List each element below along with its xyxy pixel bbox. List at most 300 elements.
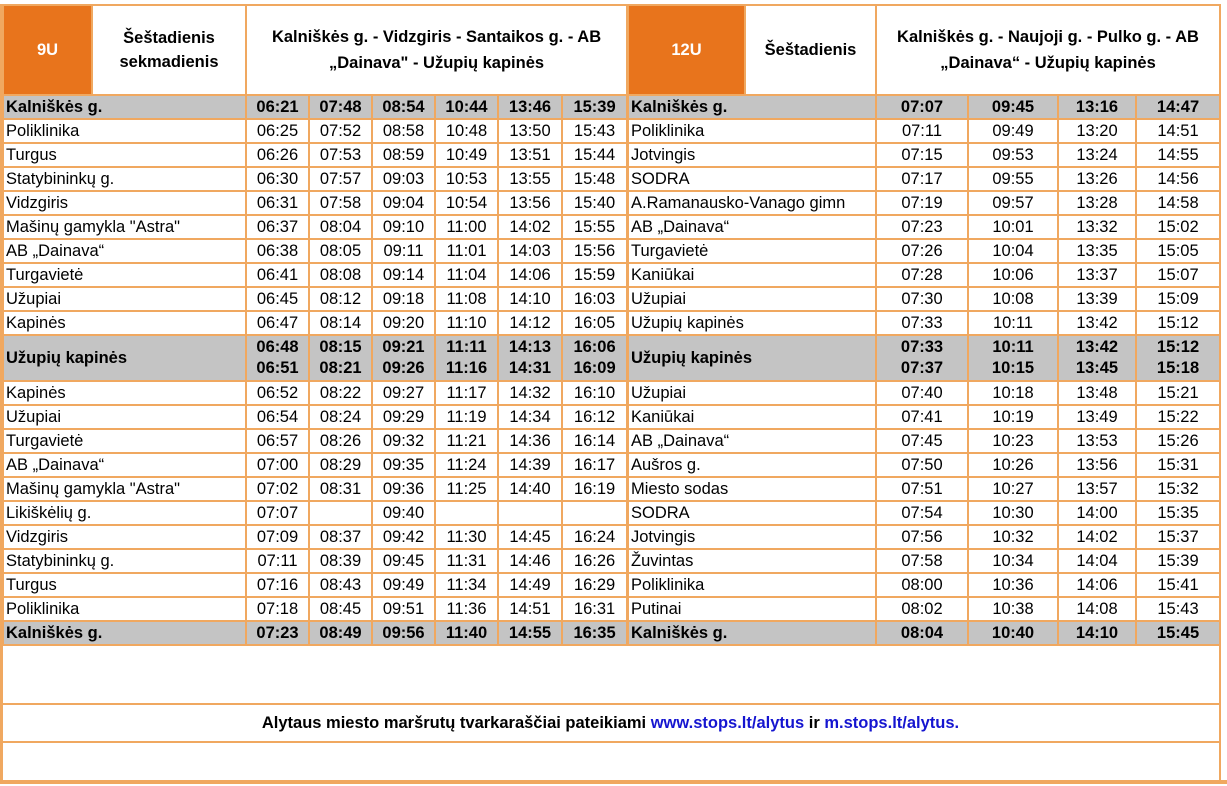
departure-time: 08:12 — [309, 287, 372, 311]
stop-name: Poliklinika — [3, 119, 246, 143]
departure-time: 14:31 — [508, 359, 552, 377]
arrival-time: 06:48 — [256, 338, 299, 356]
departure-time — [309, 335, 372, 381]
departure-time: 15:09 — [1136, 287, 1220, 311]
departure-time: 10:01 — [968, 215, 1058, 239]
departure-time: 08:14 — [309, 311, 372, 335]
departure-time: 07:50 — [876, 453, 968, 477]
departure-time: 08:31 — [309, 477, 372, 501]
departure-time: 07:28 — [876, 263, 968, 287]
departure-time: 10:23 — [968, 429, 1058, 453]
stop-row — [628, 549, 1220, 573]
departure-time: 15:43 — [562, 119, 627, 143]
departure-time: 15:02 — [1136, 215, 1220, 239]
departure-time: 06:45 — [246, 287, 309, 311]
stop-row — [628, 405, 1220, 429]
departure-time: 08:54 — [372, 95, 435, 119]
departure-time: 09:53 — [968, 143, 1058, 167]
departure-time: 15:44 — [562, 143, 627, 167]
departure-time: 16:10 — [562, 381, 627, 405]
departure-time: 08:04 — [309, 215, 372, 239]
departure-time: 09:20 — [372, 311, 435, 335]
departure-time: 09:11 — [372, 239, 435, 263]
arrival-time: 15:12 — [1156, 338, 1200, 356]
departure-time: 10:19 — [968, 405, 1058, 429]
departure-time: 06:57 — [246, 429, 309, 453]
stop-row — [3, 597, 627, 621]
stop-name: Kalniškės g. — [628, 621, 876, 645]
departure-time: 09:18 — [372, 287, 435, 311]
departure-time — [246, 335, 309, 381]
stop-row — [628, 597, 1220, 621]
departure-time: 09:04 — [372, 191, 435, 215]
route-number-9u: 9U — [3, 5, 92, 95]
departure-time: 14:46 — [498, 549, 562, 573]
stop-row — [628, 311, 1220, 335]
stop-name: Turgavietė — [628, 239, 876, 263]
departure-time: 13:56 — [498, 191, 562, 215]
departure-time: 16:03 — [562, 287, 627, 311]
stops-link[interactable]: www.stops.lt/alytus — [650, 714, 805, 732]
departure-time: 13:57 — [1058, 477, 1136, 501]
departure-time: 07:26 — [876, 239, 968, 263]
departure-time: 06:51 — [256, 359, 299, 377]
departure-time: 13:46 — [498, 95, 562, 119]
stop-name: Putinai — [628, 597, 876, 621]
departure-time: 14:39 — [498, 453, 562, 477]
departure-time: 15:32 — [1136, 477, 1220, 501]
stop-name: Kaniūkai — [628, 263, 876, 287]
stop-name: Miesto sodas — [628, 477, 876, 501]
departure-time: 06:38 — [246, 239, 309, 263]
departure-time: 11:16 — [445, 359, 488, 377]
departure-time: 08:00 — [876, 573, 968, 597]
stop-row — [3, 287, 627, 311]
departure-time — [435, 335, 498, 381]
stop-row — [3, 453, 627, 477]
departure-time: 11:30 — [435, 525, 498, 549]
departure-time: 10:08 — [968, 287, 1058, 311]
departure-time: 11:04 — [435, 263, 498, 287]
departure-time: 10:53 — [435, 167, 498, 191]
stop-row — [628, 287, 1220, 311]
stop-row — [628, 167, 1220, 191]
departure-time: 15:39 — [1136, 549, 1220, 573]
departure-time: 13:24 — [1058, 143, 1136, 167]
departure-time: 08:29 — [309, 453, 372, 477]
bottom-stripe — [0, 780, 1227, 784]
departure-time: 13:51 — [498, 143, 562, 167]
departure-time: 10:40 — [968, 621, 1058, 645]
departure-time: 11:25 — [435, 477, 498, 501]
departure-time — [562, 335, 627, 381]
departure-time: 09:49 — [968, 119, 1058, 143]
arrival-time: 07:33 — [900, 338, 944, 356]
departure-time: 08:05 — [309, 239, 372, 263]
stop-row — [3, 573, 627, 597]
stop-name: Kalniškės g. — [3, 621, 246, 645]
stop-row — [3, 311, 627, 335]
departure-time: 14:02 — [498, 215, 562, 239]
departure-time: 11:21 — [435, 429, 498, 453]
departure-time: 06:41 — [246, 263, 309, 287]
departure-time: 11:24 — [435, 453, 498, 477]
route-day-label: Šeštadienis sekmadienis — [92, 5, 246, 95]
departure-time: 10:15 — [991, 359, 1035, 377]
departure-time: 10:49 — [435, 143, 498, 167]
departure-time: 08:49 — [309, 621, 372, 645]
arrival-time: 09:21 — [382, 338, 425, 356]
stop-row — [3, 525, 627, 549]
departure-time: 14:10 — [498, 287, 562, 311]
stop-name: Kapinės — [3, 311, 246, 335]
departure-time: 11:31 — [435, 549, 498, 573]
route-9u-table — [2, 4, 628, 646]
stop-name: Kapinės — [3, 381, 246, 405]
departure-time: 07:19 — [876, 191, 968, 215]
departure-time: 15:21 — [1136, 381, 1220, 405]
departure-time: 15:05 — [1136, 239, 1220, 263]
departure-time: 16:19 — [562, 477, 627, 501]
departure-time: 09:45 — [968, 95, 1058, 119]
departure-time: 09:45 — [372, 549, 435, 573]
departure-time: 15:59 — [562, 263, 627, 287]
departure-time: 14:12 — [498, 311, 562, 335]
departure-time: 13:42 — [1058, 311, 1136, 335]
departure-time: 09:49 — [372, 573, 435, 597]
stop-row — [3, 239, 627, 263]
departure-time: 15:56 — [562, 239, 627, 263]
departure-time: 13:48 — [1058, 381, 1136, 405]
departure-time: 08:08 — [309, 263, 372, 287]
departure-time: 13:37 — [1058, 263, 1136, 287]
departure-time: 06:54 — [246, 405, 309, 429]
departure-time: 14:04 — [1058, 549, 1136, 573]
departure-time: 09:26 — [382, 359, 425, 377]
departure-time: 14:00 — [1058, 501, 1136, 525]
departure-time: 06:21 — [246, 95, 309, 119]
departure-time: 13:16 — [1058, 95, 1136, 119]
stop-name: Užupiai — [628, 287, 876, 311]
departure-time: 15:37 — [1136, 525, 1220, 549]
departure-time: 13:20 — [1058, 119, 1136, 143]
departure-time: 07:17 — [876, 167, 968, 191]
departure-time: 09:29 — [372, 405, 435, 429]
stop-row — [628, 263, 1220, 287]
stop-row — [628, 573, 1220, 597]
departure-time: 11:00 — [435, 215, 498, 239]
arrival-time: 11:11 — [446, 338, 487, 356]
stop-row — [3, 405, 627, 429]
departure-time: 09:57 — [968, 191, 1058, 215]
stop-row — [3, 215, 627, 239]
departure-time: 06:37 — [246, 215, 309, 239]
departure-time: 09:56 — [372, 621, 435, 645]
departure-time: 15:39 — [562, 95, 627, 119]
stop-name: Statybininkų g. — [3, 167, 246, 191]
departure-time: 07:23 — [876, 215, 968, 239]
departure-time — [968, 335, 1058, 381]
departure-time: 16:35 — [562, 621, 627, 645]
departure-time — [309, 501, 372, 525]
departure-time: 07:15 — [876, 143, 968, 167]
stop-row — [628, 119, 1220, 143]
departure-time: 07:52 — [309, 119, 372, 143]
stop-name: Vidzgiris — [3, 191, 246, 215]
stop-row — [628, 381, 1220, 405]
stop-row — [628, 453, 1220, 477]
departure-time: 07:09 — [246, 525, 309, 549]
stop-row — [628, 525, 1220, 549]
departure-time: 15:35 — [1136, 501, 1220, 525]
stop-name: Likiškėlių g. — [3, 501, 246, 525]
arrival-time: 14:13 — [508, 338, 552, 356]
departure-time: 11:36 — [435, 597, 498, 621]
departure-time: 09:03 — [372, 167, 435, 191]
departure-time: 13:49 — [1058, 405, 1136, 429]
departure-time: 14:49 — [498, 573, 562, 597]
departure-time: 08:39 — [309, 549, 372, 573]
departure-time: 07:40 — [876, 381, 968, 405]
stop-row — [628, 191, 1220, 215]
departure-time — [372, 335, 435, 381]
stop-name: Kalniškės g. — [628, 95, 876, 119]
departure-time: 08:45 — [309, 597, 372, 621]
departure-time: 15:12 — [1136, 311, 1220, 335]
departure-time: 07:58 — [876, 549, 968, 573]
stop-row — [628, 501, 1220, 525]
departure-time: 13:32 — [1058, 215, 1136, 239]
stop-name: Poliklinika — [628, 573, 876, 597]
departure-time: 14:10 — [1058, 621, 1136, 645]
departure-time: 10:04 — [968, 239, 1058, 263]
stop-row — [628, 95, 1220, 119]
stop-name: Kalniškės g. — [3, 95, 246, 119]
departure-time: 14:32 — [498, 381, 562, 405]
stop-name: Užupių kapinės — [628, 335, 876, 381]
departure-time: 16:05 — [562, 311, 627, 335]
departure-time: 07:58 — [309, 191, 372, 215]
departure-time — [876, 335, 968, 381]
departure-time: 09:35 — [372, 453, 435, 477]
departure-time: 08:22 — [309, 381, 372, 405]
departure-time: 14:51 — [498, 597, 562, 621]
stop-name: Turgavietė — [3, 429, 246, 453]
departure-time: 16:24 — [562, 525, 627, 549]
stop-row — [3, 549, 627, 573]
departure-time: 15:55 — [562, 215, 627, 239]
departure-time: 10:44 — [435, 95, 498, 119]
stop-name: Turgavietė — [3, 263, 246, 287]
stop-name: Turgus — [3, 143, 246, 167]
departure-time: 07:57 — [309, 167, 372, 191]
stop-name: Poliklinika — [3, 597, 246, 621]
departure-time: 15:43 — [1136, 597, 1220, 621]
stop-row — [3, 501, 627, 525]
stop-name: Statybininkų g. — [3, 549, 246, 573]
departure-time: 11:34 — [435, 573, 498, 597]
departure-time: 11:01 — [435, 239, 498, 263]
departure-time: 09:10 — [372, 215, 435, 239]
departure-time: 08:58 — [372, 119, 435, 143]
departure-time: 07:48 — [309, 95, 372, 119]
stop-name: AB „Dainava“ — [628, 429, 876, 453]
departure-time: 15:40 — [562, 191, 627, 215]
departure-time: 15:41 — [1136, 573, 1220, 597]
departure-time: 10:48 — [435, 119, 498, 143]
departure-time: 13:55 — [498, 167, 562, 191]
departure-time: 15:26 — [1136, 429, 1220, 453]
departure-time: 09:42 — [372, 525, 435, 549]
departure-time: 13:56 — [1058, 453, 1136, 477]
stop-name: Užupių kapinės — [3, 335, 246, 381]
departure-time: 14:40 — [498, 477, 562, 501]
footer-text: Alytaus miesto maršrutų tvarkaraščiai pateikiami — [261, 714, 647, 732]
departure-time: 10:38 — [968, 597, 1058, 621]
route-number-12u: 12U — [628, 5, 745, 95]
stop-name: Vidzgiris — [3, 525, 246, 549]
departure-time: 07:33 — [876, 311, 968, 335]
departure-time: 11:10 — [435, 311, 498, 335]
departure-time: 15:07 — [1136, 263, 1220, 287]
departure-time: 15:31 — [1136, 453, 1220, 477]
departure-time: 10:30 — [968, 501, 1058, 525]
departure-time: 13:39 — [1058, 287, 1136, 311]
stop-row — [3, 429, 627, 453]
route-day-label: Šeštadienis — [745, 5, 876, 95]
departure-time: 07:30 — [876, 287, 968, 311]
stop-row — [3, 119, 627, 143]
stop-name: AB „Dainava“ — [628, 215, 876, 239]
departure-time: 06:26 — [246, 143, 309, 167]
departure-time: 10:06 — [968, 263, 1058, 287]
stop-row — [3, 477, 627, 501]
departure-time — [498, 335, 562, 381]
stop-row — [3, 335, 627, 381]
departure-time: 10:32 — [968, 525, 1058, 549]
departure-time: 10:11 — [968, 311, 1058, 335]
departure-time: 08:24 — [309, 405, 372, 429]
departure-time: 07:16 — [246, 573, 309, 597]
departure-time: 11:40 — [435, 621, 498, 645]
departure-time: 14:34 — [498, 405, 562, 429]
departure-time: 10:26 — [968, 453, 1058, 477]
stop-row — [628, 477, 1220, 501]
route-title: Kalniškės g. - Vidzgiris - Santaikos g. - AB „Dainava" - Užupių kapinės — [246, 5, 627, 95]
stop-row — [628, 335, 1220, 381]
arrival-time: 16:06 — [573, 338, 616, 356]
departure-time — [1136, 335, 1220, 381]
departure-time: 14:51 — [1136, 119, 1220, 143]
stop-name: Kaniūkai — [628, 405, 876, 429]
footer-joiner: ir — [808, 714, 820, 732]
departure-time: 07:54 — [876, 501, 968, 525]
stop-name: Mašinų gamykla "Astra" — [3, 477, 246, 501]
departure-time: 13:45 — [1075, 359, 1119, 377]
stop-row — [628, 215, 1220, 239]
departure-time: 14:55 — [1136, 143, 1220, 167]
departure-time: 15:18 — [1156, 359, 1200, 377]
stop-row — [3, 263, 627, 287]
stop-row — [628, 143, 1220, 167]
departure-time: 14:08 — [1058, 597, 1136, 621]
mobile-stops-link[interactable]: m.stops.lt/alytus. — [824, 714, 960, 732]
departure-time: 08:43 — [309, 573, 372, 597]
departure-time: 10:18 — [968, 381, 1058, 405]
departure-time: 08:37 — [309, 525, 372, 549]
departure-time: 10:34 — [968, 549, 1058, 573]
stop-name: Užupių kapinės — [628, 311, 876, 335]
departure-time: 08:04 — [876, 621, 968, 645]
departure-time: 11:17 — [435, 381, 498, 405]
departure-time: 14:45 — [498, 525, 562, 549]
route-12u-table — [627, 4, 1221, 646]
departure-time: 06:31 — [246, 191, 309, 215]
departure-time: 08:26 — [309, 429, 372, 453]
departure-time: 06:25 — [246, 119, 309, 143]
stop-row — [628, 429, 1220, 453]
departure-time: 15:48 — [562, 167, 627, 191]
departure-time — [498, 501, 562, 525]
departure-time: 16:26 — [562, 549, 627, 573]
departure-time: 07:11 — [876, 119, 968, 143]
departure-time: 06:47 — [246, 311, 309, 335]
departure-time: 14:55 — [498, 621, 562, 645]
stop-row — [628, 621, 1220, 645]
departure-time: 07:02 — [246, 477, 309, 501]
departure-time: 16:29 — [562, 573, 627, 597]
stop-name: Jotvingis — [628, 525, 876, 549]
stop-row — [3, 621, 627, 645]
arrival-time: 13:42 — [1075, 338, 1119, 356]
departure-time: 09:14 — [372, 263, 435, 287]
departure-time: 11:19 — [435, 405, 498, 429]
stop-name: AB „Dainava“ — [3, 453, 246, 477]
departure-time: 09:36 — [372, 477, 435, 501]
departure-time: 14:47 — [1136, 95, 1220, 119]
departure-time: 06:30 — [246, 167, 309, 191]
departure-time: 15:45 — [1136, 621, 1220, 645]
departure-time: 07:00 — [246, 453, 309, 477]
arrival-time: 10:11 — [992, 338, 1034, 356]
stop-name: Poliklinika — [628, 119, 876, 143]
stop-name: Aušros g. — [628, 453, 876, 477]
departure-time: 11:08 — [435, 287, 498, 311]
departure-time: 07:11 — [246, 549, 309, 573]
departure-time: 07:51 — [876, 477, 968, 501]
stop-name: AB „Dainava“ — [3, 239, 246, 263]
departure-time — [435, 501, 498, 525]
arrival-time: 08:15 — [319, 338, 362, 356]
departure-time: 08:02 — [876, 597, 968, 621]
departure-time: 16:17 — [562, 453, 627, 477]
departure-time: 14:06 — [1058, 573, 1136, 597]
departure-time: 10:27 — [968, 477, 1058, 501]
stop-name: Turgus — [3, 573, 246, 597]
departure-time: 14:03 — [498, 239, 562, 263]
departure-time: 09:40 — [372, 501, 435, 525]
stop-name: Mašinų gamykla "Astra" — [3, 215, 246, 239]
departure-time: 09:55 — [968, 167, 1058, 191]
departure-time: 09:32 — [372, 429, 435, 453]
departure-time: 15:22 — [1136, 405, 1220, 429]
stop-name: Užupiai — [3, 405, 246, 429]
departure-time: 13:28 — [1058, 191, 1136, 215]
stop-name: A.Ramanausko-Vanago gimn — [628, 191, 876, 215]
stop-row — [3, 191, 627, 215]
footer-note — [2, 703, 1219, 743]
stop-name: SODRA — [628, 501, 876, 525]
